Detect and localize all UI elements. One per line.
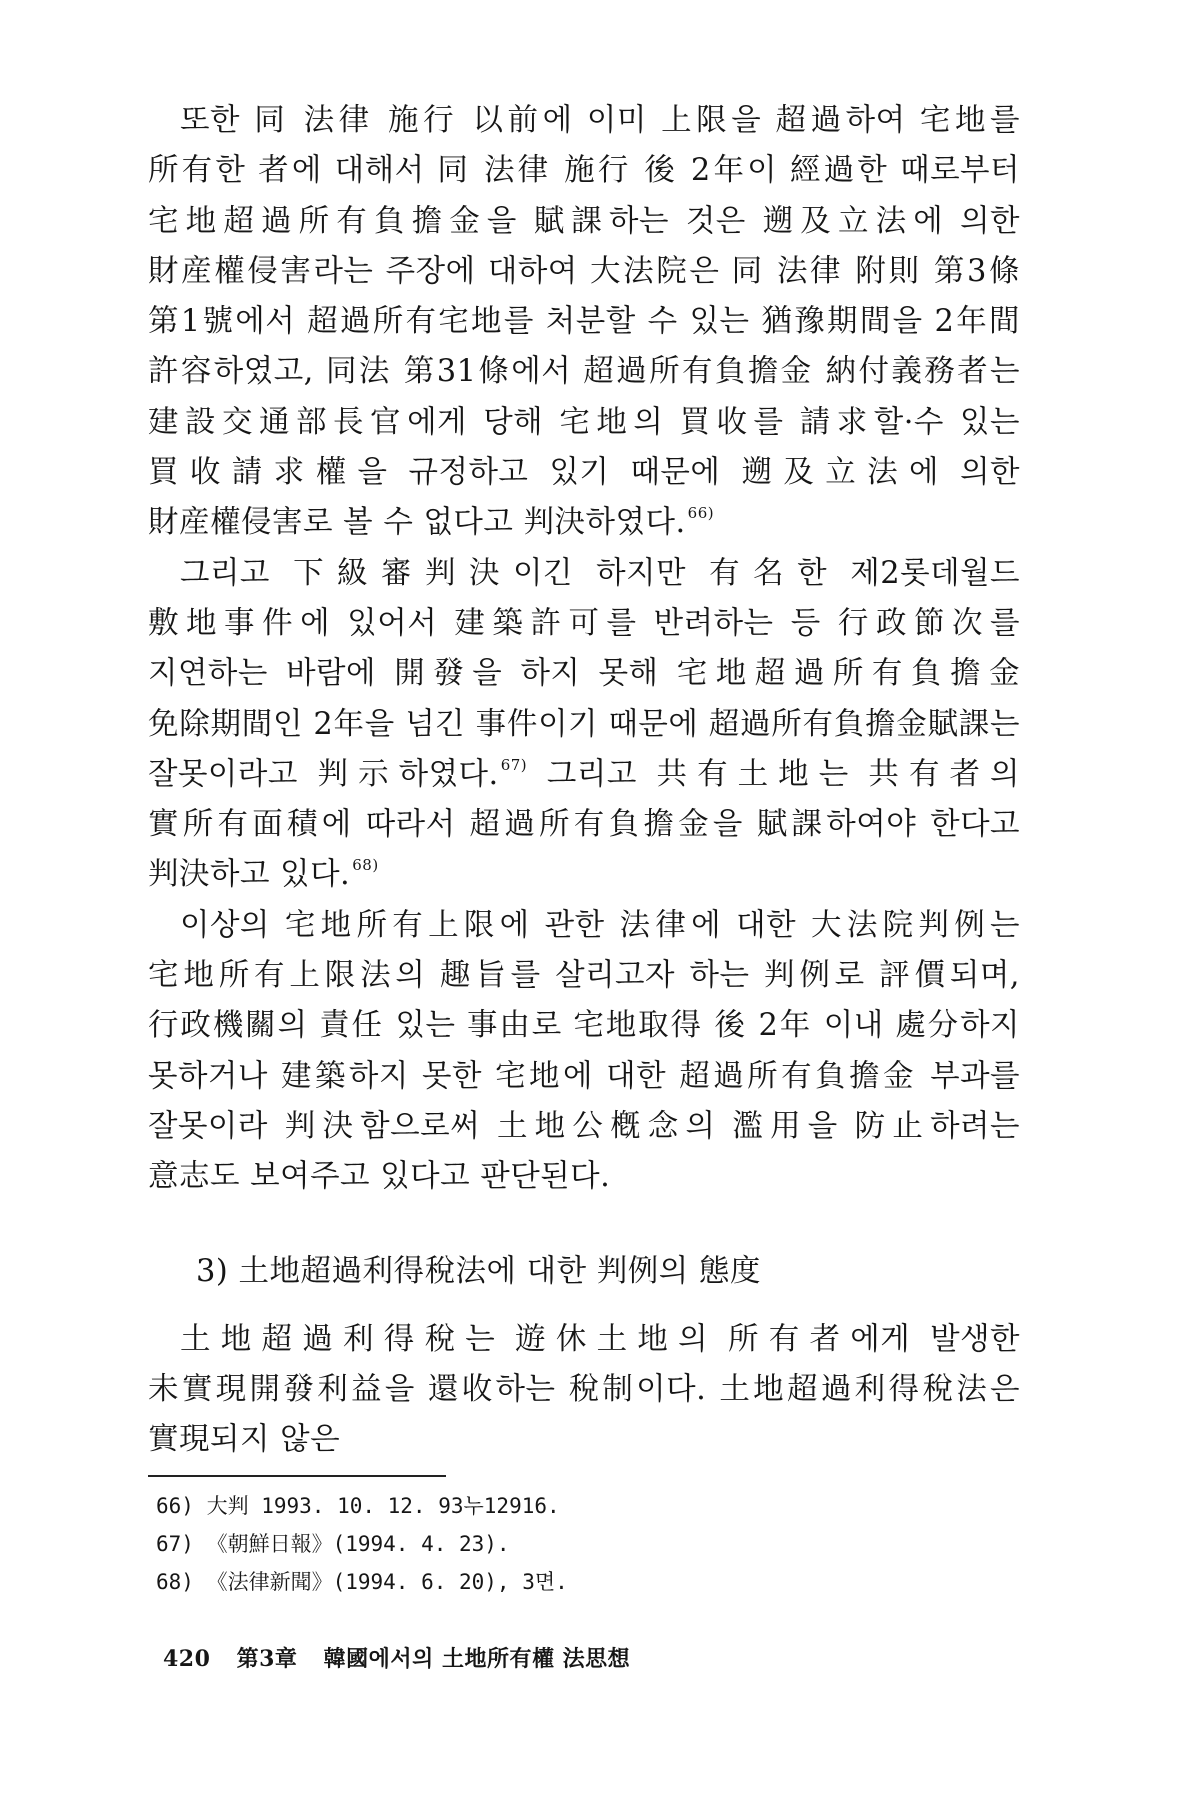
paragraph-1-text: 또한 同 法律 施行 以前에 이미 上限을 超過하여 宅地를 所有한 者에 대해서 同 法律 施行 後 2年이 經過한 때로부터 宅地超過所有負擔金을 賦課하는 것은 遡及立法에 의한 財産權侵害라는 주장에 대하여 大法院은 同 法律 附則 第3條 第1號에서 超過所有宅地를 처분할 수 있는 猶豫期間을 2年間 許容하였고, 同法 第31條에서 超過所有負擔金 納付義務者는 建設交通部長官에게 당해 宅地의 買收를 請求할·수 있는 買收請求權을 규정하고 있기 때문에 遡及立法에 의한 財産權侵害로 볼 수 없다고 判決하였다. — [148, 103, 1020, 541]
page-number: 420 — [163, 1646, 211, 1672]
footnote-divider — [148, 1475, 446, 1477]
section-paragraph: 土地超過利得稅는 遊休土地의 所有者에게 발생한 未實現開發利益을 還收하는 稅制이다. 土地超過利得稅法은 實現되지 않은 — [148, 1321, 1020, 1458]
section-body-text — [148, 1315, 1020, 1466]
running-footer — [163, 1642, 648, 1673]
paragraph-2-continuation: 그리고 共有土地는 共有者의 實所有面積에 따라서 超過所有負擔金을 賦課하여야 한다고 判決하고 있다. — [148, 756, 1020, 893]
paragraph-3 — [148, 901, 1020, 1203]
footnote-ref-68: 68) — [352, 856, 379, 875]
paragraph-2-text: 그리고 下級審判決이긴 하지만 有名한 제2롯데월드 敷地事件에 있어서 建築許可를 반려하는 등 行政節次를 지연하는 바람에 開發을 하지 못해 宅地超過所有負擔金 免除期間인 2年을 넘긴 事件이기 때문에 超過所有負擔金賦課는 잘못이라고 判示하였다. — [148, 555, 1020, 792]
footnote-ref-66: 66) — [687, 504, 715, 523]
paragraph-2 — [148, 549, 1020, 901]
footnote-68: 68) 《法律新聞》(1994. 6. 20), 3면. — [156, 1570, 568, 1595]
footnote-67: 67) 《朝鮮日報》(1994. 4. 23). — [156, 1532, 510, 1557]
footnote-ref-67: 67) — [500, 755, 528, 774]
footnote-66: 66) 大判 1993. 10. 12. 93누12916. — [156, 1494, 560, 1519]
chapter-label: 第3章 — [236, 1646, 298, 1672]
paragraph-1 — [148, 96, 1020, 549]
main-body-text — [148, 96, 1020, 1203]
paragraph-3-text: 이상의 宅地所有上限에 관한 法律에 대한 大法院判例는 宅地所有上限法의 趣旨를 살리고자 하는 判例로 評價되며, 行政機關의 責任 있는 事由로 宅地取得 後 2年 이내 處分하지 못하거나 建築하지 못한 宅地에 대한 超過所有負擔金 부과를 잘못이라 判決함으로써 土地公槪念의 濫用을 防止하려는 意志도 보여주고 있다고 판단된다. — [148, 907, 1020, 1195]
running-title: 韓國에서의 土地所有權 法思想 — [323, 1646, 631, 1672]
section-heading: 3) 土地超過利得稅法에 대한 判例의 態度 — [196, 1253, 761, 1289]
footnotes — [148, 1487, 1020, 1601]
page-content — [148, 96, 1020, 1601]
